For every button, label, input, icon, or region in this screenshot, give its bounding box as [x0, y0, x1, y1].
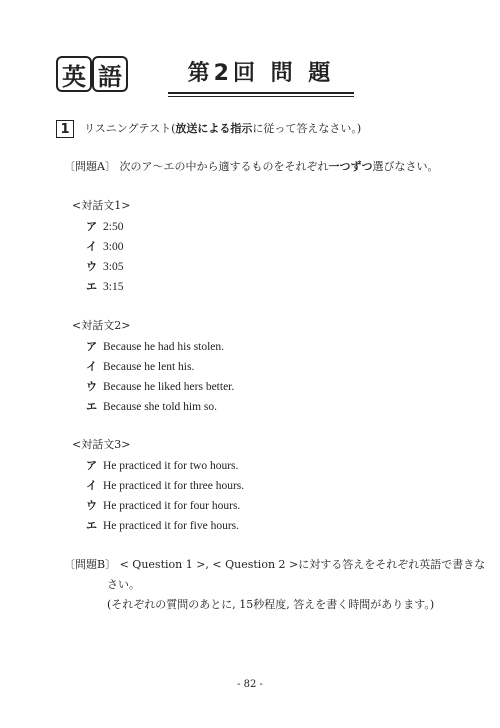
dialog-3-option [86, 519, 97, 533]
option-label: ウ [86, 380, 97, 393]
dialog-3-option [86, 479, 97, 493]
part-a-text-post: 選びなさい。 [372, 160, 439, 173]
dialog-1-option [86, 240, 97, 254]
dialog-1-option [86, 220, 97, 234]
option-label: ア [86, 220, 97, 233]
part-a-text-bold: 一つずつ [328, 160, 373, 173]
dialog-2-option-text: Because he liked hers better. [103, 381, 235, 393]
dialog-2-option [86, 340, 97, 354]
option-label: エ [86, 400, 97, 413]
option-label: ア [86, 340, 97, 353]
option-label: ア [86, 459, 97, 472]
subject-char-2: 語 [92, 56, 128, 92]
dialog-1-option [86, 280, 97, 294]
dialog-1-option-text: 3:00 [103, 241, 124, 253]
dialog-3-option [86, 459, 97, 473]
subject-char-1: 英 [56, 56, 92, 92]
part-a-heading [64, 160, 438, 174]
dialog-2-option-text: Because he lent his. [103, 361, 195, 373]
page-title: 第2回 問 題 [187, 61, 335, 86]
question-number: 1 [56, 120, 74, 138]
instruction-pre: リスニングテスト( [84, 122, 176, 135]
dialog-1-option-text: 3:15 [103, 281, 124, 293]
dialog-2-option-text: Because she told him so. [103, 401, 218, 413]
dialog-3-title: <対話文3> [72, 438, 131, 451]
option-label: ウ [86, 260, 97, 273]
dialog-2-option [86, 400, 97, 414]
part-b-line3: (それぞれの質問のあとに, 15秒程度, 答えを書く時間があります。) [107, 598, 435, 611]
title-box [168, 58, 354, 94]
dialog-2-option [86, 380, 97, 394]
dialog-1-option-text: 2:50 [103, 221, 124, 233]
dialog-3-option-text: He practiced it for four hours. [103, 500, 241, 512]
part-b-heading [64, 558, 485, 572]
dialog-1-option [86, 260, 97, 274]
dialog-3-option-text: He practiced it for three hours. [103, 480, 245, 492]
dialog-2-title: <対話文2> [72, 319, 131, 332]
part-a-label: 〔問題A〕 [64, 160, 116, 173]
dialog-1-option-text: 3:05 [103, 261, 124, 273]
dialog-3-option-text: He practiced it for two hours. [103, 460, 239, 472]
part-a-text-pre: 次のア〜エの中から適するものをそれぞれ [119, 160, 329, 173]
option-label: イ [86, 360, 97, 373]
dialog-3-option [86, 499, 97, 513]
option-label: エ [86, 519, 97, 532]
option-label: イ [86, 240, 97, 253]
part-b-line1: < Question 1 >, < Question 2 >に対する答えをそれぞれ英語で書きな [119, 558, 486, 571]
question-instruction [84, 122, 361, 136]
instruction-bold: 放送による指示 [175, 122, 253, 135]
option-label: イ [86, 479, 97, 492]
dialog-1-title: <対話文1> [72, 199, 131, 212]
part-b-label: 〔問題B〕 [64, 558, 117, 571]
option-label: ウ [86, 499, 97, 512]
dialog-3-option-text: He practiced it for five hours. [103, 520, 240, 532]
dialog-2-option-text: Because he had his stolen. [103, 341, 225, 353]
dialog-2-option [86, 360, 97, 374]
option-label: エ [86, 280, 97, 293]
part-b-line2: さい。 [107, 578, 140, 591]
page-number: - 82 - [237, 679, 263, 690]
instruction-post: に従って答えなさい。) [252, 122, 362, 135]
